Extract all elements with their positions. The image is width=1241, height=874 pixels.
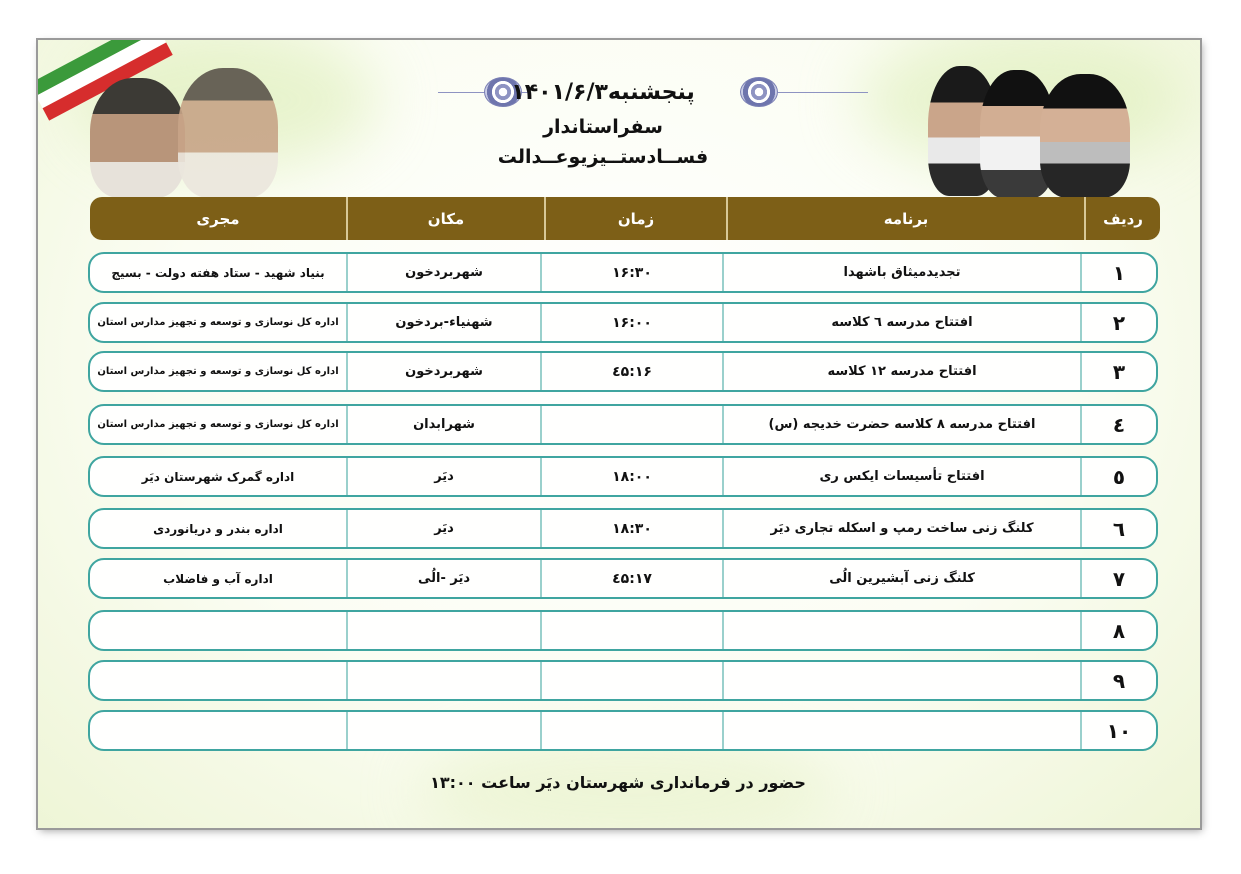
row-place: شهربردخون [346,353,540,390]
row-organizer [90,662,346,699]
row-time [540,662,722,699]
row-place [346,612,540,649]
row-place: شهربردخون [346,254,540,291]
row-organizer: اداره کل نوسازی و توسعه و تجهیز مدارس استان [97,317,339,328]
table-row [88,302,1158,343]
row-time: ۱۷:٤۵ [540,560,722,597]
row-program [722,662,1080,699]
row-place [346,712,540,749]
header-organizer: مجری [196,209,240,228]
table-row [88,558,1158,599]
row-program: افتتاح مدرسه ٦ کلاسه [722,304,1080,341]
header-place: مکان [346,197,544,240]
row-program: افتتاح مدرسه ۱۲ کلاسه [722,353,1080,390]
row-time [540,712,722,749]
header-program: برنامه [726,197,1084,240]
row-num: ۷ [1080,560,1156,597]
row-num: ٥ [1080,458,1156,495]
row-time: ۱۸:۰۰ [540,458,722,495]
row-program: افتتاح تأسیسات ایکس ری [722,458,1080,495]
table-row [88,404,1158,445]
table-row [88,610,1158,651]
table-row [88,456,1158,497]
slogan: فســادستــیزیوعــدالت [497,146,709,168]
row-place: شهنیاء-بردخون [346,304,540,341]
table-row [88,351,1158,392]
schedule-card [38,40,1200,828]
row-num: ٦ [1080,510,1156,547]
row-num: ۸ [1080,612,1156,649]
table-row [88,252,1158,293]
row-num: ۳ [1080,353,1156,390]
row-place: دیَر -الُی [346,560,540,597]
table-row [88,660,1158,701]
row-organizer [90,612,346,649]
row-time [540,406,722,443]
row-organizer [90,712,346,749]
row-num: ۱۰ [1080,712,1156,749]
row-time: ۱۶:۰۰ [540,304,722,341]
row-program: تجدیدمیثاق باشهدا [722,254,1080,291]
row-num: ۹ [1080,662,1156,699]
row-program [722,712,1080,749]
row-program [722,612,1080,649]
row-organizer: اداره کل نوسازی و توسعه و تجهیز مدارس استان [97,419,339,430]
row-time: ۱۸:۳۰ [540,510,722,547]
row-num: ۲ [1080,304,1156,341]
row-organizer: اداره بندر و دریانوردی [153,521,283,536]
table-row [88,710,1158,751]
table-row [88,508,1158,549]
row-organizer: اداره گمرک شهرستان دیَر [141,469,295,484]
row-place [346,662,540,699]
row-time: ۱۶:۳۰ [540,254,722,291]
row-program: کلنگ زنی ساخت رمپ و اسکله تجاری دیَر [722,510,1080,547]
row-program: افتتاح مدرسه ۸ کلاسه حضرت خدیجه (س) [722,406,1080,443]
row-place: دیَر [346,510,540,547]
row-program: کلنگ زنی آبشیرین الُی [722,560,1080,597]
row-organizer: اداره کل نوسازی و توسعه و تجهیز مدارس استان [97,366,339,377]
subtitle: سفراستاندار [543,116,663,138]
header-time: زمان [544,197,726,240]
row-place: شهرابدان [346,406,540,443]
row-organizer: بنیاد شهید - ستاد هفته دولت - بسیج [111,265,325,280]
martyr-portrait-left-image [90,78,185,198]
row-organizer: اداره آب و فاضلاب [163,571,273,586]
row-num: ۱ [1080,254,1156,291]
row-place: دیَر [346,458,540,495]
leader-portrait-3-image [1040,74,1130,198]
row-time [540,612,722,649]
row-num: ٤ [1080,406,1156,443]
table-header [90,197,1160,240]
footer-note: حضور در فرمانداری شهرستان دیَر ساعت ۱۳:۰۰ [430,773,806,792]
martyr-portrait-right-image [178,68,278,198]
header-num: ردیف [1084,197,1160,240]
date-heading: پنجشنبه۱۴۰۱/۶/۳ [511,80,695,105]
row-time: ۱۶:٤۵ [540,353,722,390]
